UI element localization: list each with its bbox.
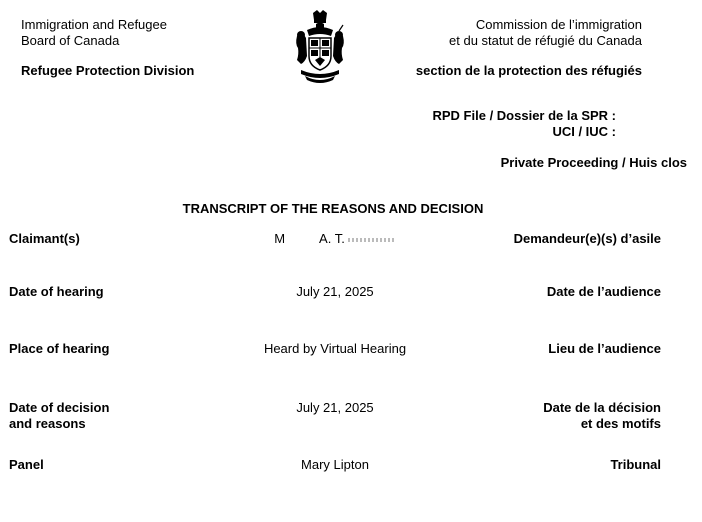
org-name-french — [449, 17, 642, 49]
decision-date-label-fr-line1: Date de la décision — [543, 400, 661, 415]
redaction-mark — [348, 238, 396, 242]
org-name-french-line2: et du statut de réfugié du Canada — [449, 33, 642, 48]
panel-value: Mary Lipton — [301, 457, 369, 472]
decision-date-label-fr-line2: et des motifs — [580, 416, 661, 431]
hearing-place-value: Heard by Virtual Hearing — [263, 341, 407, 356]
org-name-english-line1: Immigration and Refugee — [21, 17, 167, 32]
file-reference-block — [433, 108, 617, 140]
division-english: Refugee Protection Division — [21, 63, 195, 78]
org-name-french-line1: Commission de l’immigration — [475, 17, 642, 32]
privacy-notice: Private Proceeding / Huis clos — [500, 155, 687, 170]
decision-date-label-fr — [543, 400, 661, 432]
hearing-date-label-en: Date of hearing — [9, 284, 104, 299]
decision-date-value: July 21, 2025 — [296, 400, 374, 415]
claimant-value — [200, 231, 470, 247]
panel-label-fr: Tribunal — [610, 457, 661, 472]
org-name-english-line2: Board of Canada — [21, 33, 120, 48]
decision-date-label-en-line1: Date of decision — [9, 400, 110, 415]
hearing-date-label-fr: Date de l’audience — [546, 284, 661, 299]
decision-date-label-en — [9, 400, 109, 432]
hearing-date-value: July 21, 2025 — [296, 284, 374, 299]
decision-date-label-en-line2: and reasons — [9, 416, 86, 431]
panel-label-en: Panel — [9, 457, 44, 472]
claimant-initials: A. T. — [319, 231, 345, 246]
claimant-label-en: Claimant(s) — [9, 231, 80, 246]
claimant-label-fr: Demandeur(e)(s) d’asile — [513, 231, 661, 246]
file-number-label: RPD File / Dossier de la SPR : — [432, 108, 616, 123]
claimant-initial: M — [274, 231, 286, 246]
uci-label: UCI / IUC : — [552, 124, 616, 139]
org-name-english — [21, 17, 167, 49]
division-french: section de la protection des réfugiés — [415, 63, 642, 78]
hearing-place-label-fr: Lieu de l’audience — [548, 341, 661, 356]
coat-of-arms-of-canada-icon — [293, 10, 347, 84]
hearing-place-label-en: Place of hearing — [9, 341, 110, 356]
document-title: TRANSCRIPT OF THE REASONS AND DECISION — [182, 201, 484, 216]
